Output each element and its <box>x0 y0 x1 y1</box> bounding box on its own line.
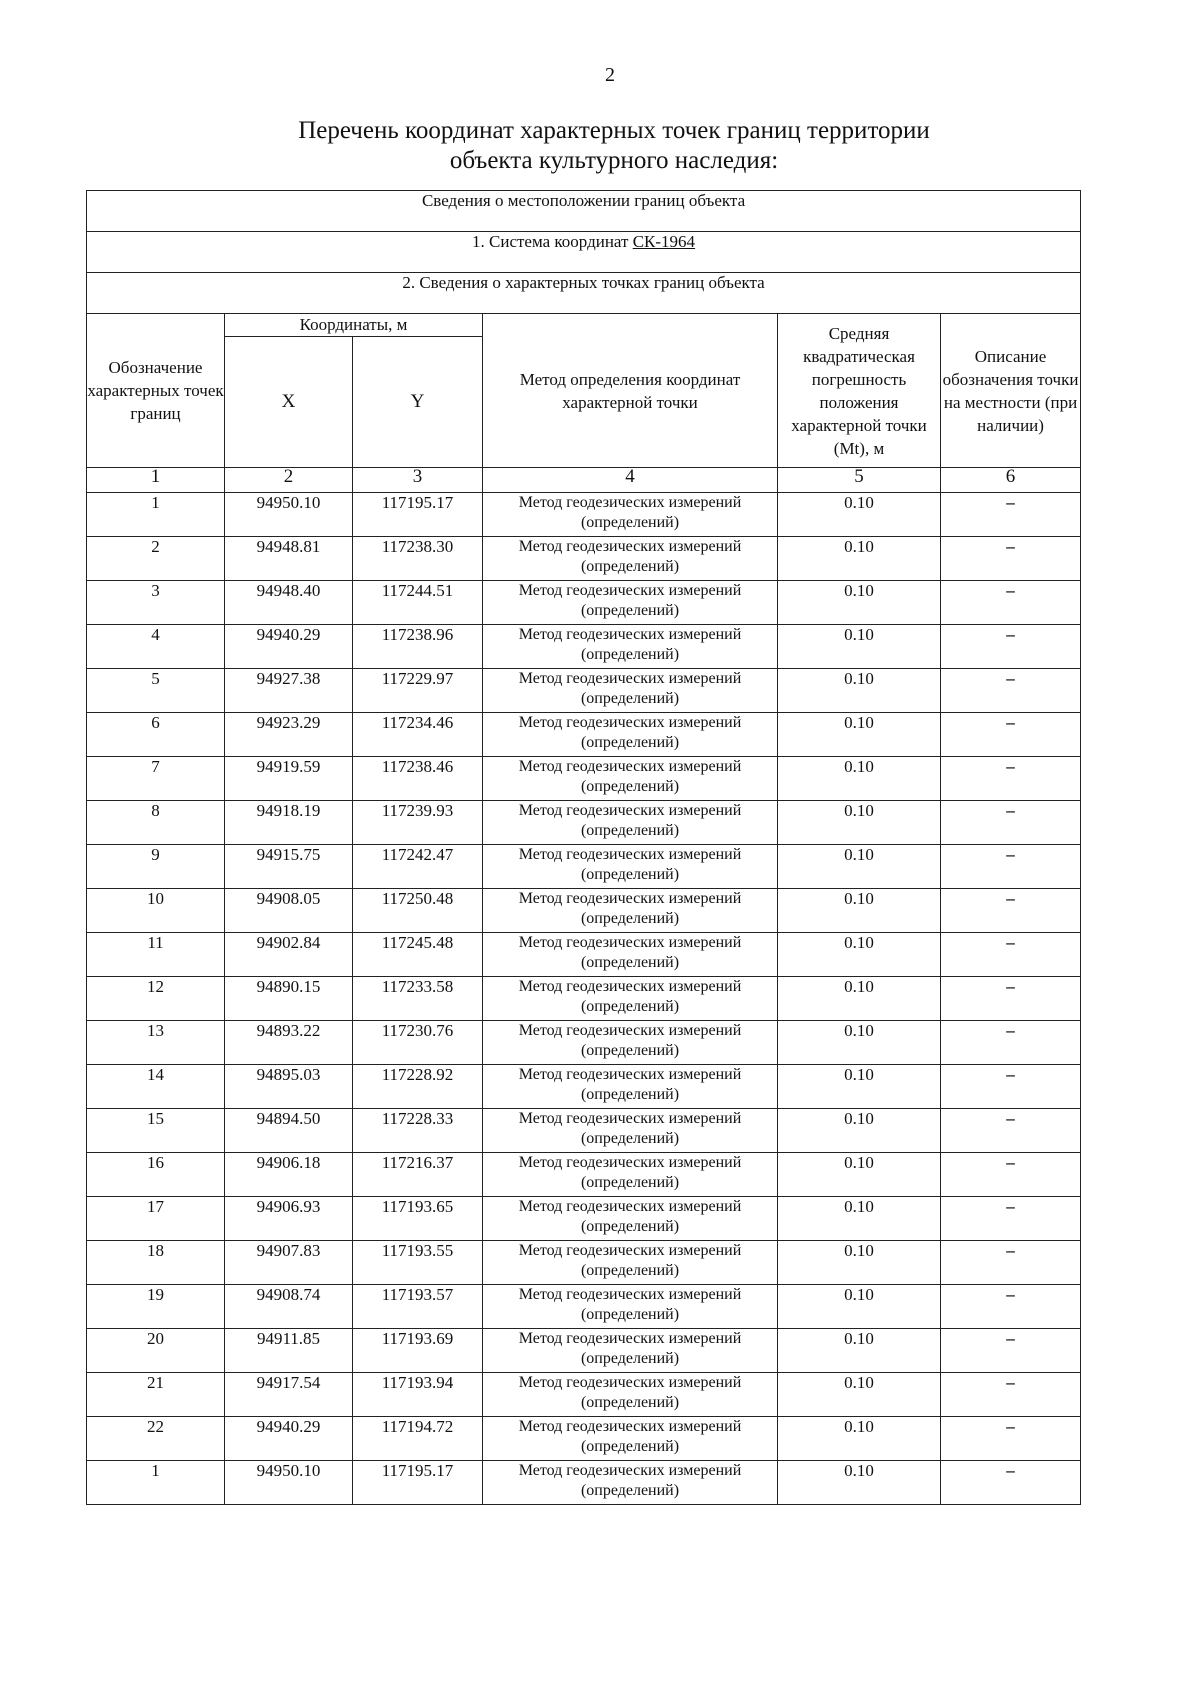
method-cell: Метод геодезических измерений (определений) <box>483 757 778 801</box>
error-cell: 0.10 <box>778 1109 941 1153</box>
coordinates-table <box>86 190 1081 1505</box>
x-cell: 94895.03 <box>225 1065 353 1109</box>
method-cell: Метод геодезических измерений (определений) <box>483 1417 778 1461</box>
x-cell: 94908.74 <box>225 1285 353 1329</box>
table-row <box>87 1109 1081 1153</box>
table-row <box>87 977 1081 1021</box>
point-cell: 15 <box>87 1109 225 1153</box>
x-cell: 94917.54 <box>225 1373 353 1417</box>
description-cell: – <box>941 1373 1081 1417</box>
column-number: 6 <box>941 468 1081 493</box>
method-cell: Метод геодезических измерений (определений) <box>483 1285 778 1329</box>
method-cell: Метод геодезических измерений (определений) <box>483 977 778 1021</box>
description-cell: – <box>941 801 1081 845</box>
x-cell: 94940.29 <box>225 1417 353 1461</box>
document-title-line-2: объекта культурного наследия: <box>449 147 779 174</box>
x-cell: 94948.40 <box>225 581 353 625</box>
document-title <box>0 116 1200 176</box>
table-row <box>87 1153 1081 1197</box>
table-row <box>87 845 1081 889</box>
point-cell: 1 <box>87 493 225 537</box>
x-cell: 94950.10 <box>225 1461 353 1505</box>
description-cell: – <box>941 1461 1081 1505</box>
table-row <box>87 889 1081 933</box>
y-cell: 117195.17 <box>353 493 483 537</box>
y-cell: 117238.96 <box>353 625 483 669</box>
table-row <box>87 493 1081 537</box>
document-title-line-1: Перечень координат характерных точек границ территории <box>298 117 930 144</box>
description-cell: – <box>941 1021 1081 1065</box>
table-row <box>87 581 1081 625</box>
x-cell: 94923.29 <box>225 713 353 757</box>
x-cell: 94940.29 <box>225 625 353 669</box>
error-cell: 0.10 <box>778 713 941 757</box>
point-cell: 6 <box>87 713 225 757</box>
method-cell: Метод геодезических измерений (определений) <box>483 1065 778 1109</box>
table-row <box>87 801 1081 845</box>
coordinate-system-label: 1. Система координат <box>472 232 633 251</box>
error-cell: 0.10 <box>778 1065 941 1109</box>
point-cell: 19 <box>87 1285 225 1329</box>
error-cell: 0.10 <box>778 625 941 669</box>
method-cell: Метод геодезических измерений (определений) <box>483 1241 778 1285</box>
error-cell: 0.10 <box>778 845 941 889</box>
table-row <box>87 757 1081 801</box>
y-cell: 117238.46 <box>353 757 483 801</box>
y-cell: 117193.69 <box>353 1329 483 1373</box>
y-cell: 117195.17 <box>353 1461 483 1505</box>
error-cell: 0.10 <box>778 1153 941 1197</box>
table-row <box>87 669 1081 713</box>
description-cell: – <box>941 1417 1081 1461</box>
table-row <box>87 537 1081 581</box>
error-cell: 0.10 <box>778 537 941 581</box>
x-cell: 94919.59 <box>225 757 353 801</box>
point-cell: 13 <box>87 1021 225 1065</box>
description-cell: – <box>941 1285 1081 1329</box>
y-cell: 117244.51 <box>353 581 483 625</box>
y-cell: 117233.58 <box>353 977 483 1021</box>
y-cell: 117229.97 <box>353 669 483 713</box>
error-cell: 0.10 <box>778 1285 941 1329</box>
y-cell: 117230.76 <box>353 1021 483 1065</box>
error-cell: 0.10 <box>778 801 941 845</box>
description-cell: – <box>941 581 1081 625</box>
y-cell: 117194.72 <box>353 1417 483 1461</box>
description-cell: – <box>941 933 1081 977</box>
table-row <box>87 1241 1081 1285</box>
point-cell: 1 <box>87 1461 225 1505</box>
table-row <box>87 1065 1081 1109</box>
point-cell: 12 <box>87 977 225 1021</box>
section-title: Сведения о местоположении границ объекта <box>87 191 1081 232</box>
y-cell: 117193.57 <box>353 1285 483 1329</box>
header-coordinates: Координаты, м <box>225 314 483 337</box>
coordinate-system-row <box>87 232 1081 273</box>
method-cell: Метод геодезических измерений (определений) <box>483 713 778 757</box>
x-cell: 94908.05 <box>225 889 353 933</box>
error-cell: 0.10 <box>778 1197 941 1241</box>
error-cell: 0.10 <box>778 933 941 977</box>
column-number: 2 <box>225 468 353 493</box>
description-cell: – <box>941 1109 1081 1153</box>
error-cell: 0.10 <box>778 669 941 713</box>
header-description: Описание обозначения точки на местности (при наличии) <box>941 314 1081 468</box>
point-cell: 17 <box>87 1197 225 1241</box>
header-point: Обозначение характерных точек границ <box>87 314 225 468</box>
x-cell: 94894.50 <box>225 1109 353 1153</box>
x-cell: 94911.85 <box>225 1329 353 1373</box>
point-cell: 7 <box>87 757 225 801</box>
method-cell: Метод геодезических измерений (определений) <box>483 933 778 977</box>
point-cell: 9 <box>87 845 225 889</box>
header-x: X <box>225 337 353 468</box>
error-cell: 0.10 <box>778 581 941 625</box>
x-cell: 94906.18 <box>225 1153 353 1197</box>
method-cell: Метод геодезических измерений (определений) <box>483 1373 778 1417</box>
x-cell: 94907.83 <box>225 1241 353 1285</box>
column-number: 1 <box>87 468 225 493</box>
column-number: 3 <box>353 468 483 493</box>
point-cell: 16 <box>87 1153 225 1197</box>
description-cell: – <box>941 1329 1081 1373</box>
method-cell: Метод геодезических измерений (определений) <box>483 1109 778 1153</box>
point-cell: 22 <box>87 1417 225 1461</box>
point-cell: 21 <box>87 1373 225 1417</box>
point-cell: 18 <box>87 1241 225 1285</box>
table-row <box>87 1417 1081 1461</box>
x-cell: 94893.22 <box>225 1021 353 1065</box>
table-row <box>87 1461 1081 1505</box>
error-cell: 0.10 <box>778 1021 941 1065</box>
header-y: Y <box>353 337 483 468</box>
table-row <box>87 933 1081 977</box>
error-cell: 0.10 <box>778 889 941 933</box>
error-cell: 0.10 <box>778 1329 941 1373</box>
method-cell: Метод геодезических измерений (определений) <box>483 1197 778 1241</box>
description-cell: – <box>941 845 1081 889</box>
description-cell: – <box>941 1065 1081 1109</box>
table-row <box>87 1329 1081 1373</box>
y-cell: 117250.48 <box>353 889 483 933</box>
x-cell: 94918.19 <box>225 801 353 845</box>
point-cell: 10 <box>87 889 225 933</box>
y-cell: 117193.55 <box>353 1241 483 1285</box>
description-cell: – <box>941 493 1081 537</box>
header-error: Средняя квадратическая погрешность положения характерной точки (Mt), м <box>778 314 941 468</box>
method-cell: Метод геодезических измерений (определений) <box>483 1021 778 1065</box>
x-cell: 94927.38 <box>225 669 353 713</box>
point-cell: 4 <box>87 625 225 669</box>
method-cell: Метод геодезических измерений (определений) <box>483 1329 778 1373</box>
error-cell: 0.10 <box>778 1417 941 1461</box>
point-cell: 3 <box>87 581 225 625</box>
description-cell: – <box>941 757 1081 801</box>
column-number: 4 <box>483 468 778 493</box>
method-cell: Метод геодезических измерений (определений) <box>483 669 778 713</box>
method-cell: Метод геодезических измерений (определений) <box>483 493 778 537</box>
error-cell: 0.10 <box>778 1241 941 1285</box>
x-cell: 94906.93 <box>225 1197 353 1241</box>
description-cell: – <box>941 713 1081 757</box>
y-cell: 117242.47 <box>353 845 483 889</box>
table-row <box>87 1197 1081 1241</box>
description-cell: – <box>941 537 1081 581</box>
x-cell: 94948.81 <box>225 537 353 581</box>
method-cell: Метод геодезических измерений (определений) <box>483 537 778 581</box>
x-cell: 94915.75 <box>225 845 353 889</box>
table-row <box>87 1021 1081 1065</box>
x-cell: 94890.15 <box>225 977 353 1021</box>
table-row <box>87 1285 1081 1329</box>
table-row <box>87 1373 1081 1417</box>
description-cell: – <box>941 1241 1081 1285</box>
header-method: Метод определения координат характерной точки <box>483 314 778 468</box>
description-cell: – <box>941 1153 1081 1197</box>
method-cell: Метод геодезических измерений (определений) <box>483 845 778 889</box>
y-cell: 117216.37 <box>353 1153 483 1197</box>
point-cell: 14 <box>87 1065 225 1109</box>
method-cell: Метод геодезических измерений (определений) <box>483 581 778 625</box>
method-cell: Метод геодезических измерений (определений) <box>483 625 778 669</box>
description-cell: – <box>941 1197 1081 1241</box>
y-cell: 117239.93 <box>353 801 483 845</box>
method-cell: Метод геодезических измерений (определений) <box>483 889 778 933</box>
page-number: 2 <box>605 64 615 86</box>
coordinate-system-value: СК-1964 <box>632 232 696 251</box>
y-cell: 117234.46 <box>353 713 483 757</box>
description-cell: – <box>941 625 1081 669</box>
column-number: 5 <box>778 468 941 493</box>
x-cell: 94950.10 <box>225 493 353 537</box>
y-cell: 117193.94 <box>353 1373 483 1417</box>
point-cell: 20 <box>87 1329 225 1373</box>
method-cell: Метод геодезических измерений (определений) <box>483 1153 778 1197</box>
point-cell: 2 <box>87 537 225 581</box>
y-cell: 117238.30 <box>353 537 483 581</box>
column-numbers-row <box>87 468 1081 493</box>
error-cell: 0.10 <box>778 1461 941 1505</box>
y-cell: 117228.92 <box>353 1065 483 1109</box>
description-cell: – <box>941 669 1081 713</box>
y-cell: 117193.65 <box>353 1197 483 1241</box>
points-section-label: 2. Сведения о характерных точках границ объекта <box>87 273 1081 314</box>
table-row <box>87 625 1081 669</box>
error-cell: 0.10 <box>778 757 941 801</box>
x-cell: 94902.84 <box>225 933 353 977</box>
error-cell: 0.10 <box>778 1373 941 1417</box>
y-cell: 117228.33 <box>353 1109 483 1153</box>
y-cell: 117245.48 <box>353 933 483 977</box>
error-cell: 0.10 <box>778 977 941 1021</box>
description-cell: – <box>941 889 1081 933</box>
method-cell: Метод геодезических измерений (определений) <box>483 1461 778 1505</box>
description-cell: – <box>941 977 1081 1021</box>
method-cell: Метод геодезических измерений (определений) <box>483 801 778 845</box>
table-row <box>87 713 1081 757</box>
error-cell: 0.10 <box>778 493 941 537</box>
point-cell: 8 <box>87 801 225 845</box>
point-cell: 11 <box>87 933 225 977</box>
point-cell: 5 <box>87 669 225 713</box>
